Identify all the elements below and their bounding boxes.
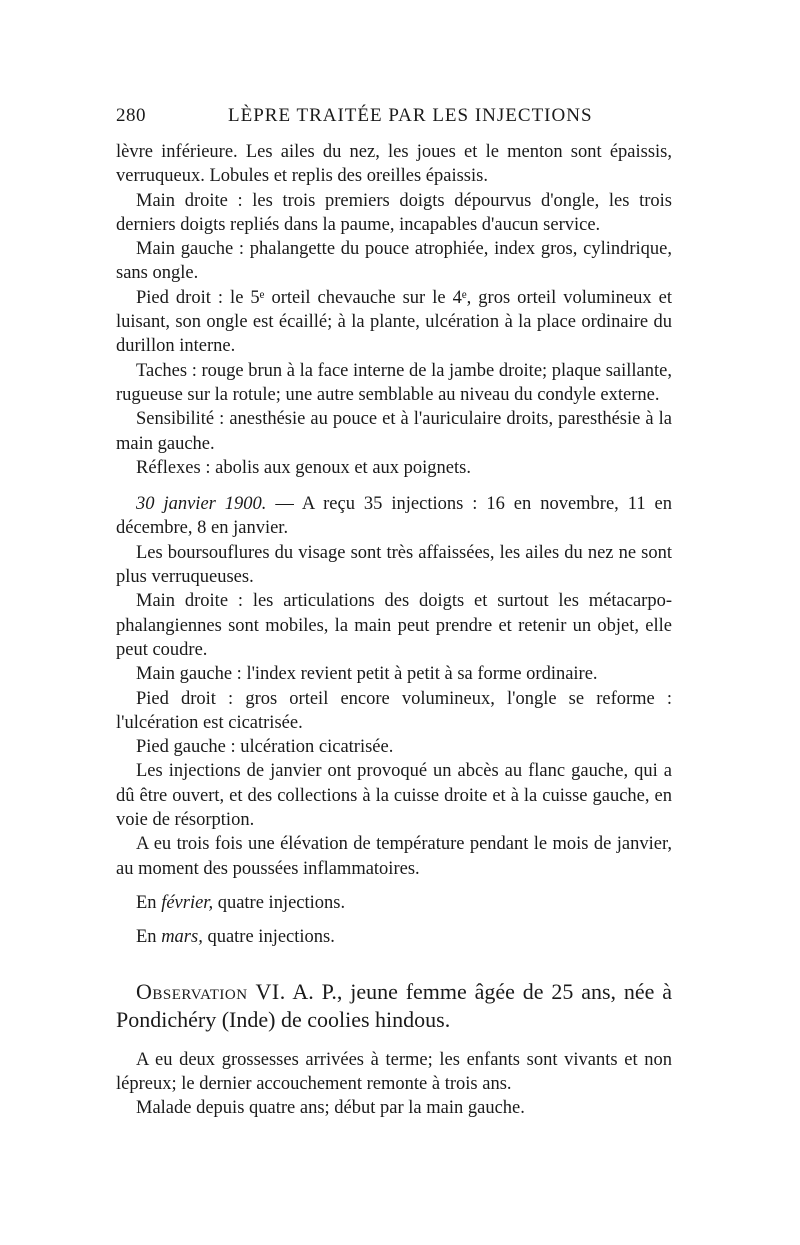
paragraph: A eu deux grossesses arrivées à terme; les enfants sont vivants et non lépreux; le dernier accouchement remonte à trois ans. <box>116 1049 672 1094</box>
paragraph: Pied droit : gros orteil encore volumineux, l'ongle se reforme : l'ulcération est cicatrisée. <box>116 688 672 733</box>
observation-label: Observation VI. <box>136 978 286 1004</box>
paragraph: A eu trois fois une élévation de température pendant le mois de janvier, au moment des poussées inflammatoires. <box>116 834 672 879</box>
paragraph: Main gauche : phalangette du pouce atrophiée, index gros, cylindrique, sans ongle. <box>116 239 672 284</box>
paragraph: Pied droit : le 5ᵉ orteil chevauche sur le 4ᵉ, gros orteil volumineux et luisant, son ongle est écaillé; à la plante, ulcération à la place ordinaire du durillon interne. <box>116 287 672 357</box>
paragraph-text: — A reçu 35 injections : 16 en novembre, 11 en décembre, 8 en janvier. <box>116 494 672 539</box>
month-name: mars, <box>161 927 203 948</box>
page-header <box>116 105 672 135</box>
paragraph-text: quatre injections. <box>213 892 346 913</box>
month-paragraph <box>116 891 672 915</box>
dated-paragraph <box>116 492 672 541</box>
paragraph: Les boursouflures du visage sont très affaissées, les ailes du nez ne sont plus verruqueuses. <box>116 542 672 588</box>
month-name: février, <box>161 892 214 913</box>
page-body <box>116 140 672 1120</box>
paragraph: Sensibilité : anesthésie au pouce et à l'auriculaire droits, paresthésie à la main gauche. <box>116 409 672 454</box>
paragraph: Pied gauche : ulcération cicatrisée. <box>136 737 394 758</box>
page-number: 280 <box>116 105 146 126</box>
paragraph: Réflexes : abolis aux genoux et aux poignets. <box>136 457 471 478</box>
paragraph: Taches : rouge brun à la face interne de la jambe droite; plaque saillante, rugueuse sur la rotule; une autre semblable au niveau du condyle externe. <box>116 360 672 405</box>
paragraph: Main gauche : l'index revient petit à petit à sa forme ordinaire. <box>136 664 598 685</box>
paragraph: Main droite : les trois premiers doigts dépourvus d'ongle, les trois derniers doigts repliés dans la paume, incapables d'aucun service. <box>116 190 672 235</box>
paragraph: Main droite : les articulations des doigts et surtout les métacarpo-phalangiennes sont mobiles, la main peut prendre et retenir un objet, elle peut coudre. <box>116 591 672 660</box>
observation-text: A. P., jeune femme âgée de 25 ans, née à Pondichéry (Inde) de coolies hindous. <box>116 978 672 1032</box>
paragraph: Malade depuis quatre ans; début par la main gauche. <box>136 1098 525 1119</box>
paragraph: Les injections de janvier ont provoqué un abcès au flanc gauche, qui a dû être ouvert, et des collections à la cuisse droite et à la cuisse gauche, en voie de résorption. <box>116 761 672 831</box>
paragraph-text: quatre injections. <box>202 927 335 948</box>
paragraph-text: En <box>136 927 162 948</box>
paragraph: lèvre inférieure. Les ailes du nez, les joues et le menton sont épaissis, verruqueux. Lobules et replis des oreilles épaissis. <box>116 142 672 187</box>
month-paragraph <box>116 925 672 949</box>
observation-heading <box>116 978 672 1034</box>
paragraph-text: En <box>136 892 162 913</box>
entry-date: 30 janvier 1900. <box>136 494 267 515</box>
running-title: LÈPRE TRAITÉE PAR LES INJECTIONS <box>228 105 593 126</box>
